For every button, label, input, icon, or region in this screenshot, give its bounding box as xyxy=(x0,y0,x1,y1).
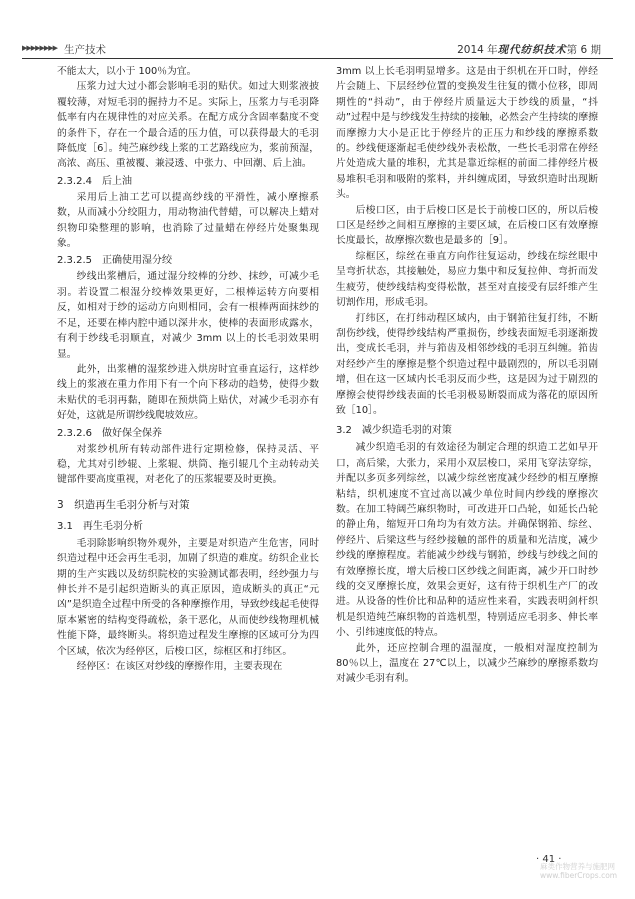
header-section-title: 生产技术 xyxy=(64,44,106,56)
right-column xyxy=(336,64,598,687)
paragraph: 不能太大，以小于 100％为宜。 xyxy=(57,66,197,77)
left-column xyxy=(57,64,319,674)
paragraph: 毛羽除影响织物外观外，主要是对织造产生危害，同时织造过程中还会再生毛羽，加剧了织造的难度。纺织企业长期的生产实践以及纺织院校的实验测试都表明，经纱强力与伸长并不是引起织造断头的真正原因，造成断头的真正“元凶”是织造全过程中所受的各种摩擦作用，导致纱线起毛使得原本紧密的结构变得疏松，条干恶化，从而使纱线物理机械性能下降，最终断头。将织造过程发生摩擦的区域可分为四个区域，依次为经停区，后梭口区，综框区和打纬区。 xyxy=(57,537,319,657)
paragraph: 纱线出浆槽后，通过湿分绞棒的分纱、抹纱，可减少毛羽。若设置二根湿分绞棒效果更好，二根棒运转方向要相反，如相对于纱的运动方向则相同，会有一根棒两面抹纱的不足，还要在棒内腔中通以深井水，使棒的表面形成露水，有利于纱线毛羽顺直，对减少 3mm 以上的长毛羽效果明显。 xyxy=(57,271,319,360)
paragraph: 采用后上油工艺可以提高纱线的平滑性，减小摩擦系数，从而减小分绞阻力，用动物油代替蜡，可以解决上蜡对织物印染整理的影响，也消除了过量蜡在停经片处聚集现象。 xyxy=(57,191,319,250)
header-journal-info xyxy=(457,42,601,57)
paragraph: 此外，还应控制合理的温湿度，一般相对湿度控制为 80％以上，温度在 27℃以上，以减少苎麻纱的摩擦系数均对减少毛羽有利。 xyxy=(336,642,598,685)
paragraph: 3mm 以上长毛羽明显增多。这是由于织机在开口时，停经片会随上、下层经纱位置的变换发生往复的微小位移，即周期性的“抖动”，由于停经片质量远大于纱线的质量，“抖动”过程中是与纱线发生持续的接触，必然会产生持续的摩擦而摩擦力大小是正比于停经片的正压力和纱线的摩擦系数的。纱线便逐渐起毛使纱线外表松散，一些长毛羽常在停经片处造成大量的堆积，尤其是靠近综框的前面二排停经片极易堆积毛羽和吸附的浆料，并纠缠成团，导致织造时出现断头。 xyxy=(336,66,598,201)
paragraph: 压浆力过大过小都会影响毛羽的贴伏。如过大则浆液披覆较薄，对短毛羽的握持力不足。实际上，压浆力与毛羽降低率有内在规律性的对应关系。在配方成分含固率黏度不变的条件下，存在一个最合适的压力值，可以获得最大的毛羽降低度［6］。纯苎麻纱线上浆的工艺路线应为，浆前预湿，高浓、高压、重被覆、兼浸透、中张力、中回潮、后上油。 xyxy=(57,81,319,170)
paragraph: 减少织造毛羽的有效途径为制定合理的织造工艺如早开口，高后梁，大张力，采用小双层梭口，采用飞穿法穿综，并配以多页多列综丝，以减少综丝密度减少经纱的相互摩擦粘结，织机速度不宜过高以减少单位时间内纱线的摩擦次数。在加工特阔苎麻织物时，可改进开口凸轮，如延长凸轮的静止角，缩短开口角均为有效方法。并确保钢筘、综丝、停经片、后梁这些与经纱接触的部件的质量和光洁度，减少纱线的摩擦程度。若能减少纱线与钢筘，纱线与纱线之间的有效摩擦长度，增大后梭口区纱线之间距离，减少开口时纱线的交叉摩擦长度，效果会更好，这有待于织机生产厂的改进。从设备的性价比和品种的适应性来看，实践表明剑杆织机是织造纯苎麻织物的首选机型，特别适应毛羽多、伸长率小、引纬速度低的特点。 xyxy=(336,442,598,639)
paragraph: 经停区：在该区对纱线的摩擦作用，主要表现在 xyxy=(76,661,283,672)
header-rule xyxy=(22,58,613,59)
paragraph: 对浆纱机所有转动部件进行定期检修，保持灵活、平稳，尤其对引纱辊、上浆辊、烘筒、拖引辊几个主动转动关键部件要高度重视，对老化了的压浆辊要及时更换。 xyxy=(57,443,319,486)
header-decoration: ▶▶▶▶▶▶▶▶ xyxy=(22,44,58,52)
subsection-heading: 3.1 再生毛羽分析 xyxy=(57,520,143,532)
paragraph: 综框区，综丝在垂直方向作往复运动，纱线在综丝眼中呈弯折状态，其接触处，易应力集中和反复拉伸、弯折而发生疲劳，使纱线结构变得松散，甚至对直接受有层纤维产生切割作用，形成毛羽。 xyxy=(336,250,598,309)
subsubsection-heading: 2.3.2.5 正确使用湿分绞 xyxy=(57,255,172,267)
watermark xyxy=(540,862,617,880)
header-issue: 第 6 期 xyxy=(566,44,601,56)
watermark-line-2: www.fiberCrops.com xyxy=(540,871,618,880)
paragraph: 打纬区，在打纬动程区域内，由于钢筘往复打纬，不断刮伤纱线，使得纱线结构严重损伤，纱线表面短毛羽逐渐拨出，变成长毛羽，并与筘齿及相邻纱线的毛羽互纠缠。筘齿对经纱产生的摩擦是整个织造过程中最剧烈的，所以毛羽剧增，但在这一区域内长毛羽反而少些，这是因为过于剧烈的摩擦会使得纱线表面的长毛羽极易断裂而成为落花的原因所致［10］。 xyxy=(336,312,598,416)
subsubsection-heading: 2.3.2.4 后上油 xyxy=(57,175,132,187)
header-journal-name: 现代纺织技术 xyxy=(497,44,567,56)
page-number: · 41 · xyxy=(536,854,562,865)
header-year: 2014 年 xyxy=(457,44,498,56)
paragraph: 后梭口区，由于后梭口区是长于前梭口区的，所以后梭口区是经纱之间相互摩擦的主要区域，在后梭口区有效摩擦长度最长，故摩擦次数也是最多的［9］。 xyxy=(336,204,598,247)
subsubsection-heading: 2.3.2.6 做好保全保养 xyxy=(57,427,162,439)
paragraph: 此外，出浆槽的湿浆纱进入烘房时宜垂直运行，这样纱线上的浆液在重力作用下有一个向下移动的趋势，使得少数未贴伏的毛羽再黏，随即在预烘筒上贴伏，对减少毛羽亦有好处，这就是所谓纱线爬坡效应。 xyxy=(57,363,319,422)
watermark-line-1: 麻类作物营养与施肥网 xyxy=(540,862,615,871)
subsection-heading: 3.2 减少织造毛羽的对策 xyxy=(336,425,452,437)
section-heading: 3 织造再生毛羽分析与对策 xyxy=(57,498,190,511)
